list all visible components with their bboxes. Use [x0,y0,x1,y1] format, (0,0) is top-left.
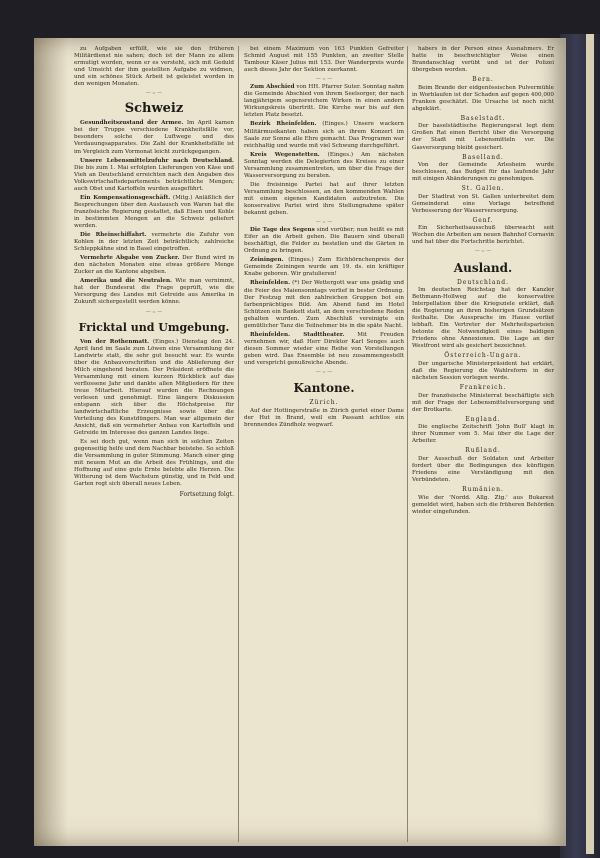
article-lead: Ein Kompensationsgeschäft. [80,194,171,201]
article-text: (Einges.) Am nächsten Sonntag werden die Delegierten des Kreises zu einer Versammlung zusammentreten, um über die Frage der Wasserversorgung zu beraten. [244,151,404,179]
article-item [74,255,234,276]
canton-heading: Baselland. [462,153,504,161]
canton-text: Beim Brande der eidgenössischen Pulvermühle in Worblaufen ist der Schaden auf gegen 400,000 Franken geschätzt. Die Ursache ist noch nicht abgeklärt. [412,84,554,112]
country-text: Der Ausschuß der Soldaten und Arbeiter fordert über die Bedingungen des künftigen Friedens eine Verständigung mit den Verbündeten. [412,455,554,484]
divider: — :: — [145,90,163,97]
article-item [244,227,404,255]
heading-ausland: Ausland. [453,260,513,275]
article-lead: Zum Abschied [250,84,295,91]
heading-fricktal: Fricktal und Umgebung. [78,320,230,334]
article-lead: Rheinfelden. [250,280,291,287]
divider: — :: — [145,308,163,315]
article-text: von HH. Pfarrer Suter. Sonntag nahm die Gemeinde Abschied von ihrem Seelsorger, der nach langjährigem segensreichem Wirken in einen andern Wirkungskreis übertritt. Die Kirche war bis auf den letzten Platz besetzt. [244,84,404,119]
article-text: (Einges.) Zum Eichhörnchenpreis der Gemeinde Zeiningen wurde am 19. ds. ein kräftiger Knabe geboren. Wir gratulieren! [244,257,404,278]
heading-kantone: Kantone. [293,381,355,396]
column-2 [244,46,404,842]
column-rule-1 [238,46,239,842]
article-text: Es sei doch gut, wenn man sich in solchen Zeiten gegenseitig helfe und dem Nachbar beistehe. So schloß die Versammlung in guter Stimmung. Manch einer ging mit neuem Mut an die Arbeit des Frühlings, und die Hoffnung auf eine gute Ernte belebte alle Herzen. Die Witterung ist dem Wachstum günstig, und in Feld und Garten regt sich überall neues Leben. [74,439,234,488]
divider: — :: — [474,248,492,255]
continuation-note: Fortsetzung folgt. [179,490,234,498]
article-lead: Von der Rothenmatt. [80,338,150,345]
article-item [74,339,234,438]
article-text: (Einges.) Unsere wackern Militärmusikanten haben sich an ihrem Konzert im Saale zur Sonne alle Ehre gemacht. Das Programm war reichhaltig und wurde mit viel Schwung durchgeführt. [244,121,404,149]
article-text: (Mitg.) Anläßlich der Besprechungen über den Austausch von Waren hat die französische Regierung gestattet, daß Eisen und Kohle in bestimmten Mengen an die Schweiz geliefert werden. [74,194,234,229]
article-item [244,280,404,329]
article-item [74,195,234,230]
article-lead: Amerika und die Neutralen. [80,278,172,285]
article-lead: Zeiningen. [250,257,284,264]
top-paragraph: habers in der Person eines Ausnahmers. Er hatte in beschwichtigter Weise einen Brandanschlag verübt und ist der Polizei übergeben worden. [412,46,554,74]
top-paragraph: bei einem Maximum von 163 Punkten Gefreiter Schmid August mit 155 Punkten, an zweiter Stelle Tambour Käser Julius mit 153. Der Wanderpreis wurde auch dieses Jahr der Sektion zuerkannt. [244,46,404,74]
article-item [244,332,404,367]
country-heading: Österreich-Ungarn. [444,352,522,360]
newspaper-page [34,38,566,846]
article-item [244,182,404,217]
column-3 [412,46,554,842]
article-item [244,84,404,119]
canton-text: Von der Gemeinde Arlesheim wurde beschlossen, das Budget für das laufende Jahr mit einigen Abänderungen zu genehmigen. [412,162,554,183]
article-item [74,158,234,193]
article-lead: Bezirk Rheinfelden. [250,121,317,128]
article-text: Die bis zum 1. Mai erfolgten Lieferungen von Käse und Vieh an Deutschland erreichten nach den Angaben des Volkswirtschaftsdepartements beträchtliche Mengen; auch Obst und Kartoffeln wurden ausgeführt. [74,164,234,192]
country-text: Die englische Zeitschrift 'John Bull' klagt in ihrer Nummer vom 5. Mai über die Lage der Arbeiter. [412,424,554,445]
article-item [74,120,234,155]
article-text: Wie man vernimmt, hat der Bundesrat die Frage geprüft, wie die Versorgung des Landes mit Getreide aus Amerika in Zukunft sichergestellt werden könne. [74,278,234,306]
article-lead: Vermehrte Abgabe von Zucker. [80,255,180,262]
divider: — :: — [315,76,333,83]
heading-schweiz: Schweiz [124,101,184,117]
country-text: Wie der 'Nordd. Allg. Ztg.' aus Bukarest gemeldet wird, haben sich die früheren Behörden wieder eingefunden. [412,494,554,515]
divider: — :: — [315,369,333,376]
article-lead: Rheinfelden. Stadttheater. [250,331,345,338]
article-text: Mit Freuden vernehmen wir, daß Herr Direktor Karl Senges auch diesen Sommer wieder eine Reihe von Vorstellungen geben wird. Das Ensemble ist neu zusammengestellt und verspricht genußreiche Abende. [244,331,404,366]
country-text: Der französische Ministerrat beschäftigte sich mit der Frage der Lebensmittelversorgung und der Brotkarte. [412,392,554,413]
subheading-zuerich: Zürich. [309,399,339,407]
divider: — :: — [315,219,333,226]
canton-text: Der baselstädtische Regierungsrat legt dem Großen Rat einen Bericht über die Versorgung der Stadt mit Lebensmitteln vor. Die Gasversorgung bleibt gesichert. [412,123,554,151]
column-rule-2 [407,46,408,842]
canton-heading: Baselstadt. [460,114,506,122]
article-lead: Unsere Lebensmittelzufuhr nach Deutschland. [80,157,234,164]
article-item [244,152,404,180]
article-item [74,278,234,306]
page-stack-edge [586,34,594,854]
article-lead: Kreis Wegenstetten. [250,151,320,158]
article-text: Auf der Hottingerstraße in Zürich geriet einer Dame der Hut in Brand, weil ein Passant achtlos ein brennendes Zündholz wegwarf. [244,407,404,428]
canton-text: Der Stadtrat von St. Gallen unterbreitet dem Gemeinderat eine Vorlage betreffend Verbesserung der Wasserversorgung. [412,193,554,214]
article-text: Im April kamen bei der Truppe verschiedene Krankheitsfälle vor, besonders solche der Luftwege und des Verdauungsapparates. Die Zahl der Krankheitsfälle ist im Vergleich zum Vormonat leicht zurückgegangen. [74,120,234,155]
country-heading: Rußland. [465,447,501,455]
canton-heading: St. Gallen. [461,185,505,193]
article-text: vermehrte die Zufuhr von Kohlen in der letzten Zeit beträchtlich; zahlreiche Schleppkähne sind in Basel eingetroffen. [74,232,234,253]
article-text: (*) Der Wettergott war uns gnädig und die Feier des Maiensonntags verlief in bester Ordnung. Der Festzug mit den zahlreichen Gruppen bot ein farbenprächtiges Bild. Am Abend fand im Hotel Schützen ein Bankett statt, an dem verschiedene Reden gehalten wurden. Zum Abschluß vereinigte ein gemütlicher Tanz die Teilnehmer bis in die späte Nacht. [244,280,404,329]
article-item [244,257,404,278]
article-text: (Einges.) Dienstag den 24. April fand im Saale zum Löwen eine Versammlung der Landwirte statt, die sehr gut besucht war. Es wurde über die Anbauvorschriften und die Ablieferung der Milch eingehend beraten. Der Präsident eröffnete die Versammlung mit einem kurzen Rückblick auf das verflossene Jahr und dankte allen Mitgliedern für ihre treue Mitarbeit. Hierauf wurden die Rechnungen verlesen und genehmigt. Eine längere Diskussion entspann sich über die Höchstpreise für landwirtschaftliche Erzeugnisse sowie über die Verteilung des Kunstdüngers. Man war allgemein der Ansicht, daß ein vermehrter Anbau von Kartoffeln und Getreide im Interesse des ganzen Landes liege. [74,338,234,437]
article-lead: Die Tage des Segens [250,227,315,234]
country-text: Der ungarische Ministerpräsident hat erklärt, daß die Regierung die Wahlreform in der nächsten Session vorlegen werde. [412,360,554,382]
country-heading: Rumänien. [462,486,504,494]
country-heading: England. [465,415,501,423]
article-lead: Die Rheinschiffahrt. [80,232,147,239]
canton-text: Ein Sicherheitsausschuß überwacht seit Wochen die Arbeiten am neuen Bahnhof Cornavin und hat über die Fortschritte berichtet. [412,225,554,246]
article-lead: Gesundheitszustand der Armee. [80,120,184,127]
article-text: sind vorüber; nun heißt es mit Eifer an die Arbeit gehen. Die Bauern sind überall beschäftigt, die Felder zu bestellen und die Gärten in Ordnung zu bringen. [244,227,404,255]
canton-heading: Genf. [472,216,494,224]
column-1 [74,46,234,842]
article-text: Der Bund wird in den nächsten Monaten eine etwas größere Menge Zucker an die Kantone abgeben. [74,255,234,276]
article-item [74,439,234,488]
country-heading: Frankreich. [459,384,507,392]
country-heading: Deutschland. [456,278,510,286]
book-binding [560,34,600,858]
article-item [74,232,234,253]
article-item [244,121,404,149]
intro-paragraph: zu Aufgaben erfüllt, wie sie den früheren Militärdienst nie sahen; doch ist der Mann zu allem ermutigt worden, wenn er es versteht, sich mit Geduld und Umsicht der ihm gestellten Aufgabe zu widmen, und ein schönes Stück Arbeit ist geleistet worden in den wenigen Monaten. [74,46,234,88]
schweiz-article-list [74,120,234,306]
gutter-shadow [34,38,68,846]
article-text: Die freisinnige Partei hat auf ihrer letzten Versammlung beschlossen, an den kommenden Wahlen mit einem eigenen Kandidaten aufzutreten. Die konservative Partei wird ihre Stellungnahme später bekannt geben. [244,181,404,217]
country-text: Im deutschen Reichstag hat der Kanzler Bethmann-Hollweg auf die konservative Interpellation über die Kriegsziele erklärt, daß die Regierung an ihren bisherigen Grundsätzen festhalte. Die Aussprache im Hause verlief lebhaft. Ein Vertreter der Mehrheitsparteien betonte die Notwendigkeit eines baldigen Friedens ohne Annexionen. Die Lage an der Westfront wird als gesichert bezeichnet. [412,287,554,350]
canton-heading: Bern. [472,76,494,84]
